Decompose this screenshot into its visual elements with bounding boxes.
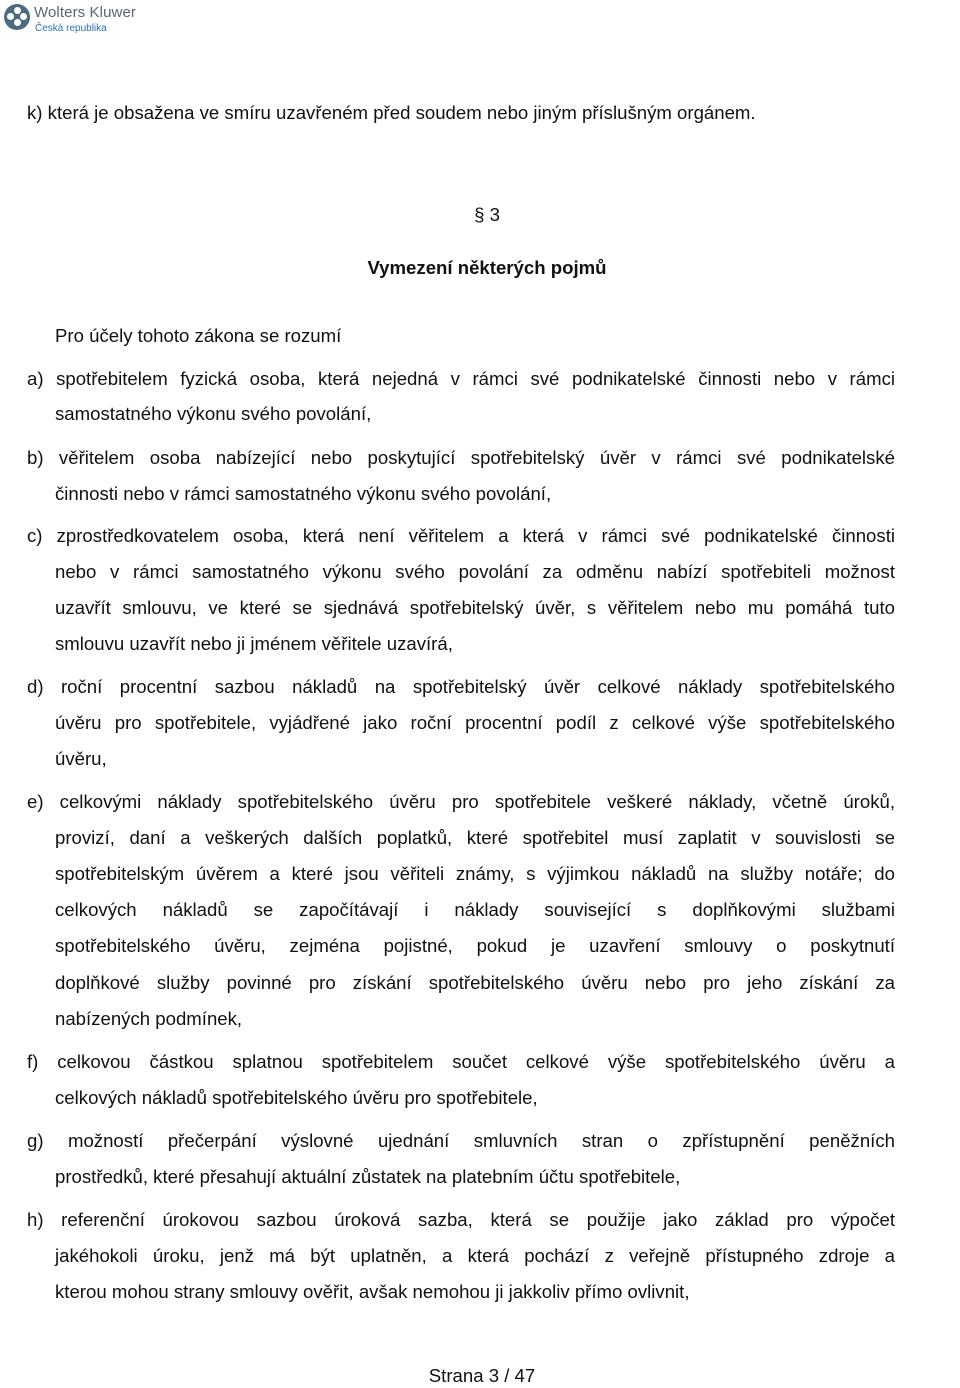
section-lead: Pro účely tohoto zákona se rozumí — [55, 325, 342, 346]
item-f-line-2: celkových nákladů spotřebitelského úvěru pro spotřebitele, — [55, 1087, 538, 1108]
item-b-line-1: b) věřitelem osoba nabízející nebo poskytující spotřebitelský úvěr v rámci své podnikatelské — [27, 447, 895, 468]
item-d-line-2: úvěru pro spotřebitele, vyjádřené jako roční procentní podíl z celkové výše spotřebitelského — [55, 712, 895, 733]
item-c-line-2: nebo v rámci samostatného výkonu svého povolání za odměnu nabízí spotřebiteli možnost — [55, 561, 895, 582]
item-h-line-3: kterou mohou strany smlouvy ověřit, avšak nemohou ji jakkoliv přímo ovlivnit, — [55, 1281, 690, 1302]
item-e-line-7: nabízených podmínek, — [55, 1008, 243, 1029]
item-g-line-1: g) možností přečerpání výslovné ujednání smluvních stran o zpřístupnění peněžních — [27, 1130, 895, 1151]
item-e-line-6: doplňkové služby povinné pro získání spotřebitelského úvěru nebo pro jeho získání za — [55, 972, 895, 993]
item-a-line-2: samostatného výkonu svého povolání, — [55, 403, 372, 424]
publisher-logo — [4, 2, 154, 38]
item-d-line-1: d) roční procentní sazbou nákladů na spotřebitelský úvěr celkové náklady spotřebitelského — [27, 676, 895, 697]
item-b-line-2: činnosti nebo v rámci samostatného výkonu svého povolání, — [55, 483, 552, 504]
item-a-line-1: a) spotřebitelem fyzická osoba, která nejedná v rámci své podnikatelské činnosti nebo v rámci — [27, 368, 895, 389]
item-d-line-3: úvěru, — [55, 748, 107, 769]
item-g-line-2: prostředků, které přesahují aktuální zůstatek na platebním účtu spotřebitele, — [55, 1166, 681, 1187]
intro-line: k) která je obsažena ve smíru uzavřeném před soudem nebo jiným příslušným orgánem. — [27, 102, 756, 123]
item-h-line-1: h) referenční úrokovou sazbou úroková sazba, která se použije jako základ pro výpočet — [27, 1209, 895, 1230]
logo-name: Wolters Kluwer — [34, 4, 136, 21]
wolters-kluwer-logo-icon — [4, 4, 30, 30]
item-c-line-3: uzavřít smlouvu, ve které se sjednává spotřebitelský úvěr, s věřitelem nebo mu pomáhá tuto — [55, 597, 895, 618]
section-number: § 3 — [474, 204, 500, 225]
item-h-line-2: jakéhokoli úroku, jenž má být uplatněn, a která pochází z veřejně přístupného zdroje a — [55, 1245, 895, 1266]
item-c-line-1: c) zprostředkovatelem osoba, která není věřitelem a která v rámci své podnikatelské činnosti — [27, 525, 895, 546]
item-e-line-2: provizí, daní a veškerých dalších poplatků, které spotřebitel musí zaplatit v souvislosti se — [55, 827, 895, 848]
item-e-line-5: spotřebitelského úvěru, zejména pojistné, pokud je uzavření smlouvy o poskytnutí — [55, 935, 895, 956]
page-number: Strana 3 / 47 — [428, 1365, 536, 1386]
item-e-line-3: spotřebitelským úvěrem a které jsou věřiteli známy, s výjimkou nákladů na služby notáře; do — [55, 863, 895, 884]
item-c-line-4: smlouvu uzavřít nebo ji jménem věřitele uzavírá, — [55, 633, 453, 654]
item-f-line-1: f) celkovou částkou splatnou spotřebitelem součet celkové výše spotřebitelského úvěru a — [27, 1051, 895, 1072]
section-title: Vymezení některých pojmů — [367, 257, 607, 278]
logo-subtitle: Česká republika — [35, 23, 107, 34]
item-e-line-1: e) celkovými náklady spotřebitelského úvěru pro spotřebitele veškeré náklady, včetně úroků, — [27, 791, 895, 812]
item-e-line-4: celkových nákladů se započítávají i náklady související s doplňkovými službami — [55, 899, 895, 920]
